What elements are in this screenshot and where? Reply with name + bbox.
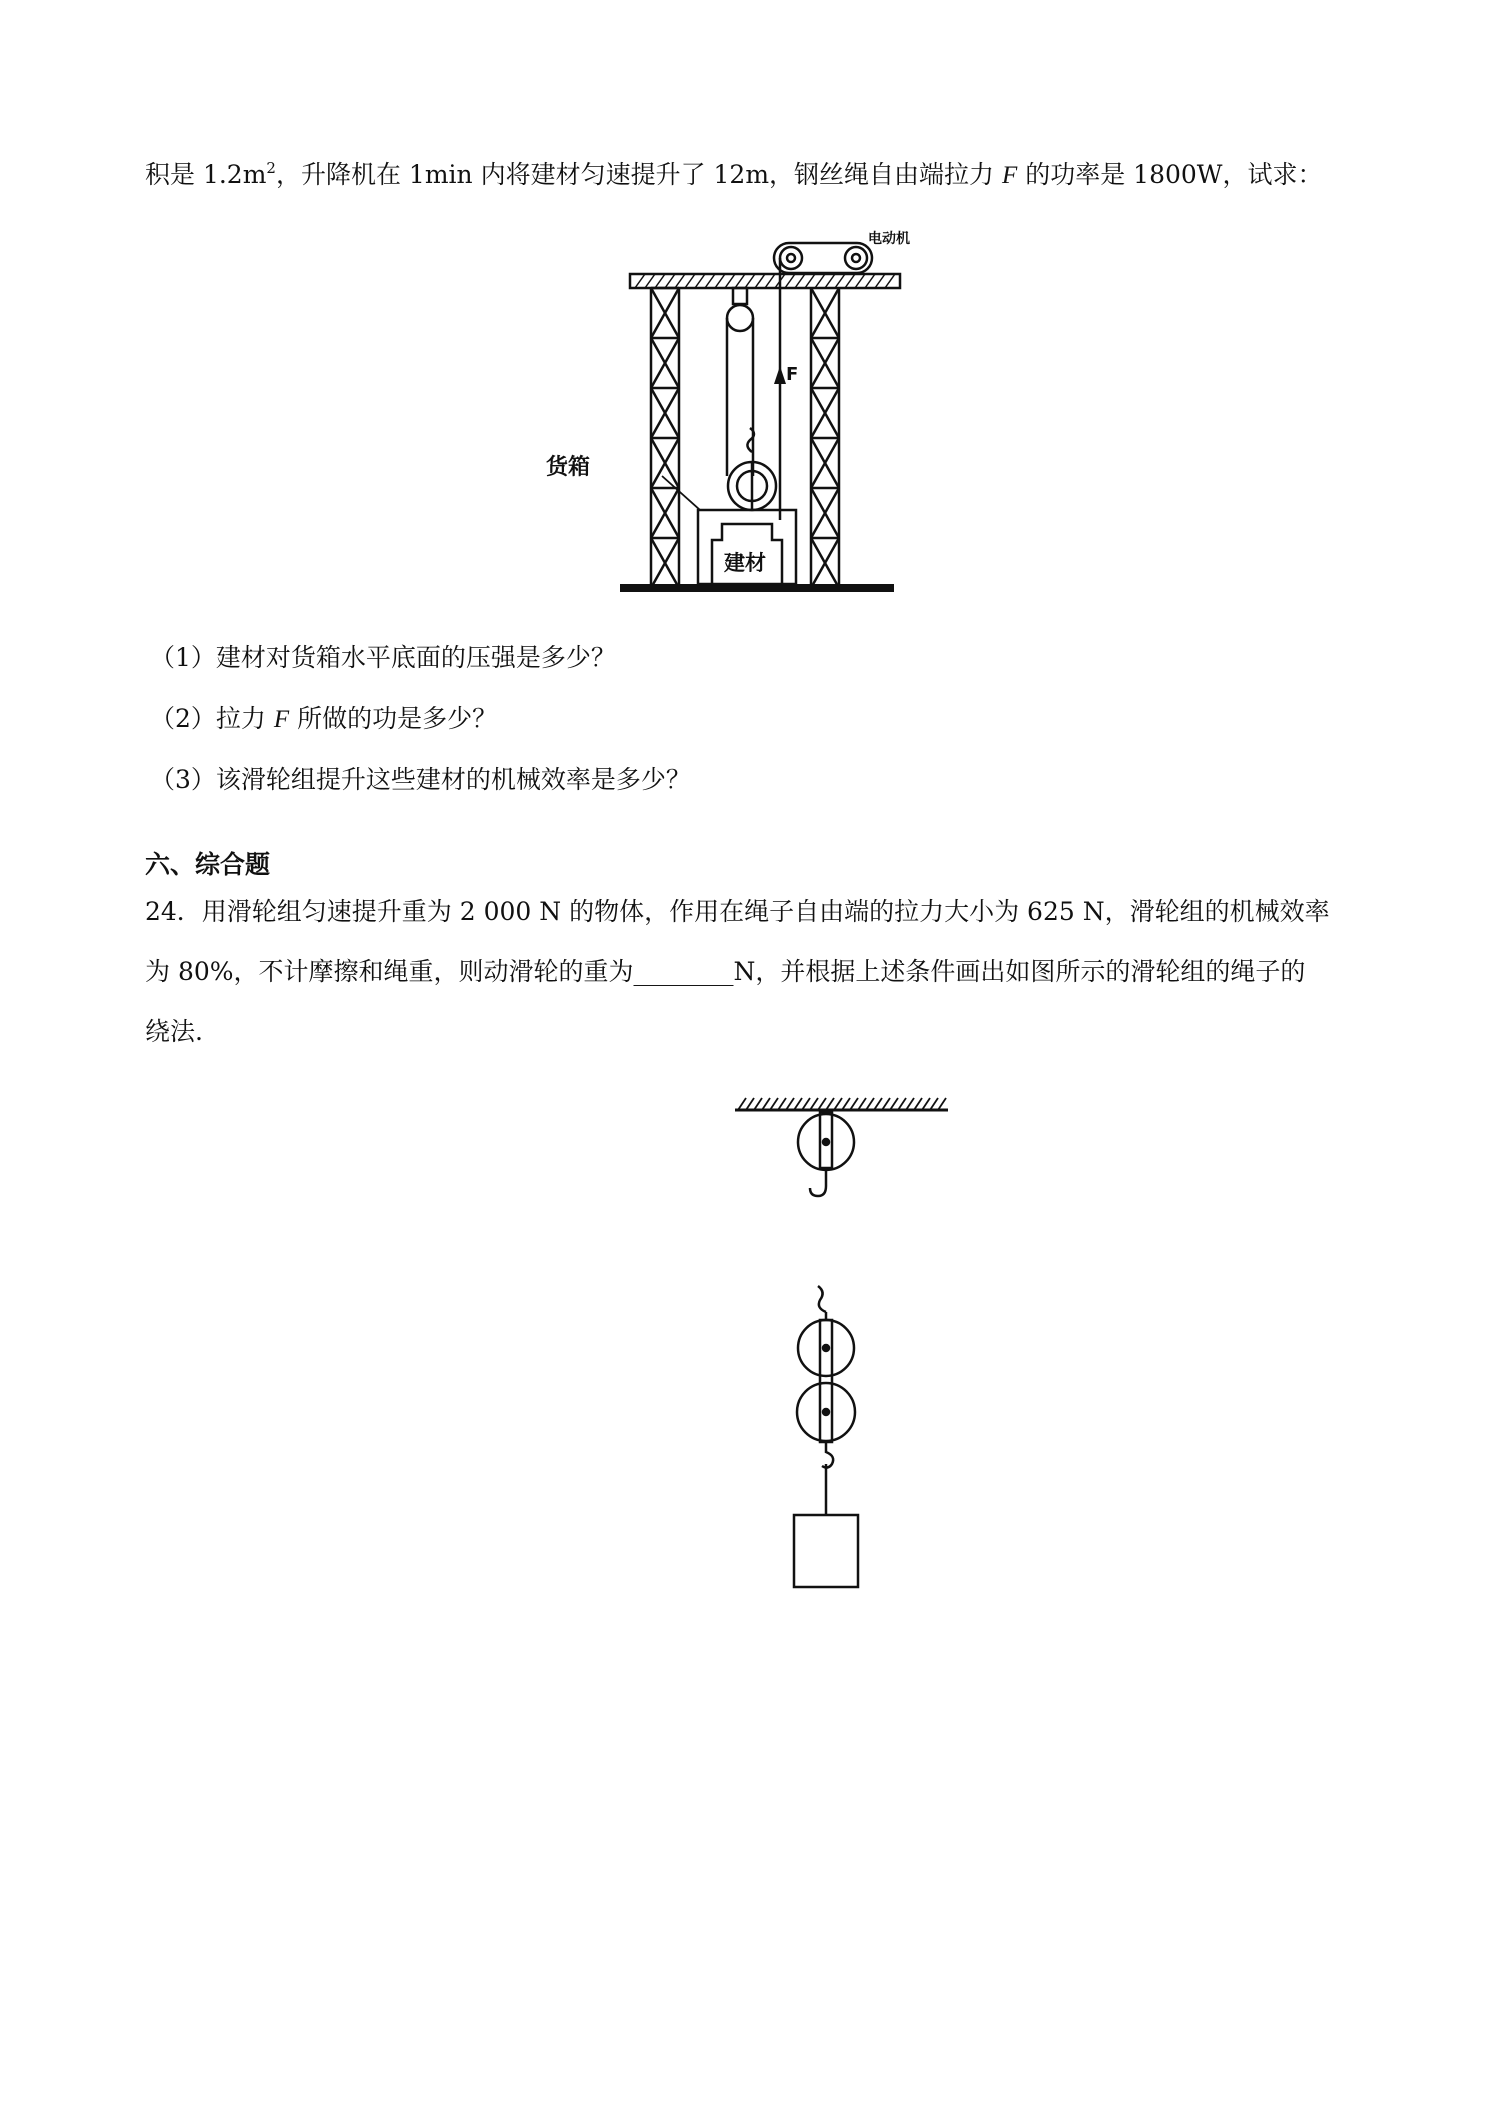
- movable-pulley-block: [797, 1286, 855, 1515]
- fixed-pulley: [798, 1112, 854, 1196]
- problem23-intro-post: 的功率是 1800W，试求：: [1017, 160, 1323, 189]
- question-2-var: F: [273, 706, 290, 733]
- motor-icon: [774, 243, 872, 273]
- ceiling: [735, 1098, 948, 1110]
- question-2-pre: （2）拉力: [150, 704, 274, 733]
- problem23-intro-mid: ，升降机在 1min 内将建材匀速提升了 12m，钢丝绳自由端拉力: [275, 160, 1002, 189]
- section-heading: 六、综合题: [145, 850, 271, 879]
- problem23-intro: [145, 152, 1322, 192]
- problem23-intro-pre: 积是 1.2m: [145, 160, 267, 189]
- problem24-line3: 绕法.: [145, 1017, 203, 1046]
- weight-box: [794, 1515, 858, 1587]
- question-1: （1）建材对货箱水平底面的压强是多少？: [150, 643, 616, 672]
- right-tower: [811, 288, 839, 588]
- question-2: [150, 703, 497, 736]
- problem23-intro-var: F: [1001, 162, 1018, 189]
- left-tower: [651, 288, 679, 588]
- question-2-post: 所做的功是多少？: [289, 704, 498, 733]
- elevator-figure: [530, 220, 930, 605]
- problem24-line1: 24．用滑轮组匀速提升重为 2 000 N 的物体，作用在绳子自由端的拉力大小为 625 N，滑轮组的机械效率: [145, 897, 1330, 926]
- cargo-box-label: 货箱: [546, 455, 591, 480]
- problem23-intro-sup: 2: [266, 159, 276, 177]
- top-beam: [630, 274, 900, 288]
- force-label: F: [786, 364, 799, 385]
- pulley-block-figure: [720, 1085, 960, 1605]
- pulley-system: [727, 258, 780, 520]
- force-arrow: [774, 366, 786, 384]
- material-label: 建材: [724, 551, 766, 575]
- problem24-line2: 为 80%，不计摩擦和绳重，则动滑轮的重为________N，并根据上述条件画出如图所示的滑轮组的绳子的: [145, 957, 1306, 986]
- question-3: （3）该滑轮组提升这些建材的机械效率是多少？: [150, 765, 691, 794]
- motor-label: 电动机: [868, 231, 910, 247]
